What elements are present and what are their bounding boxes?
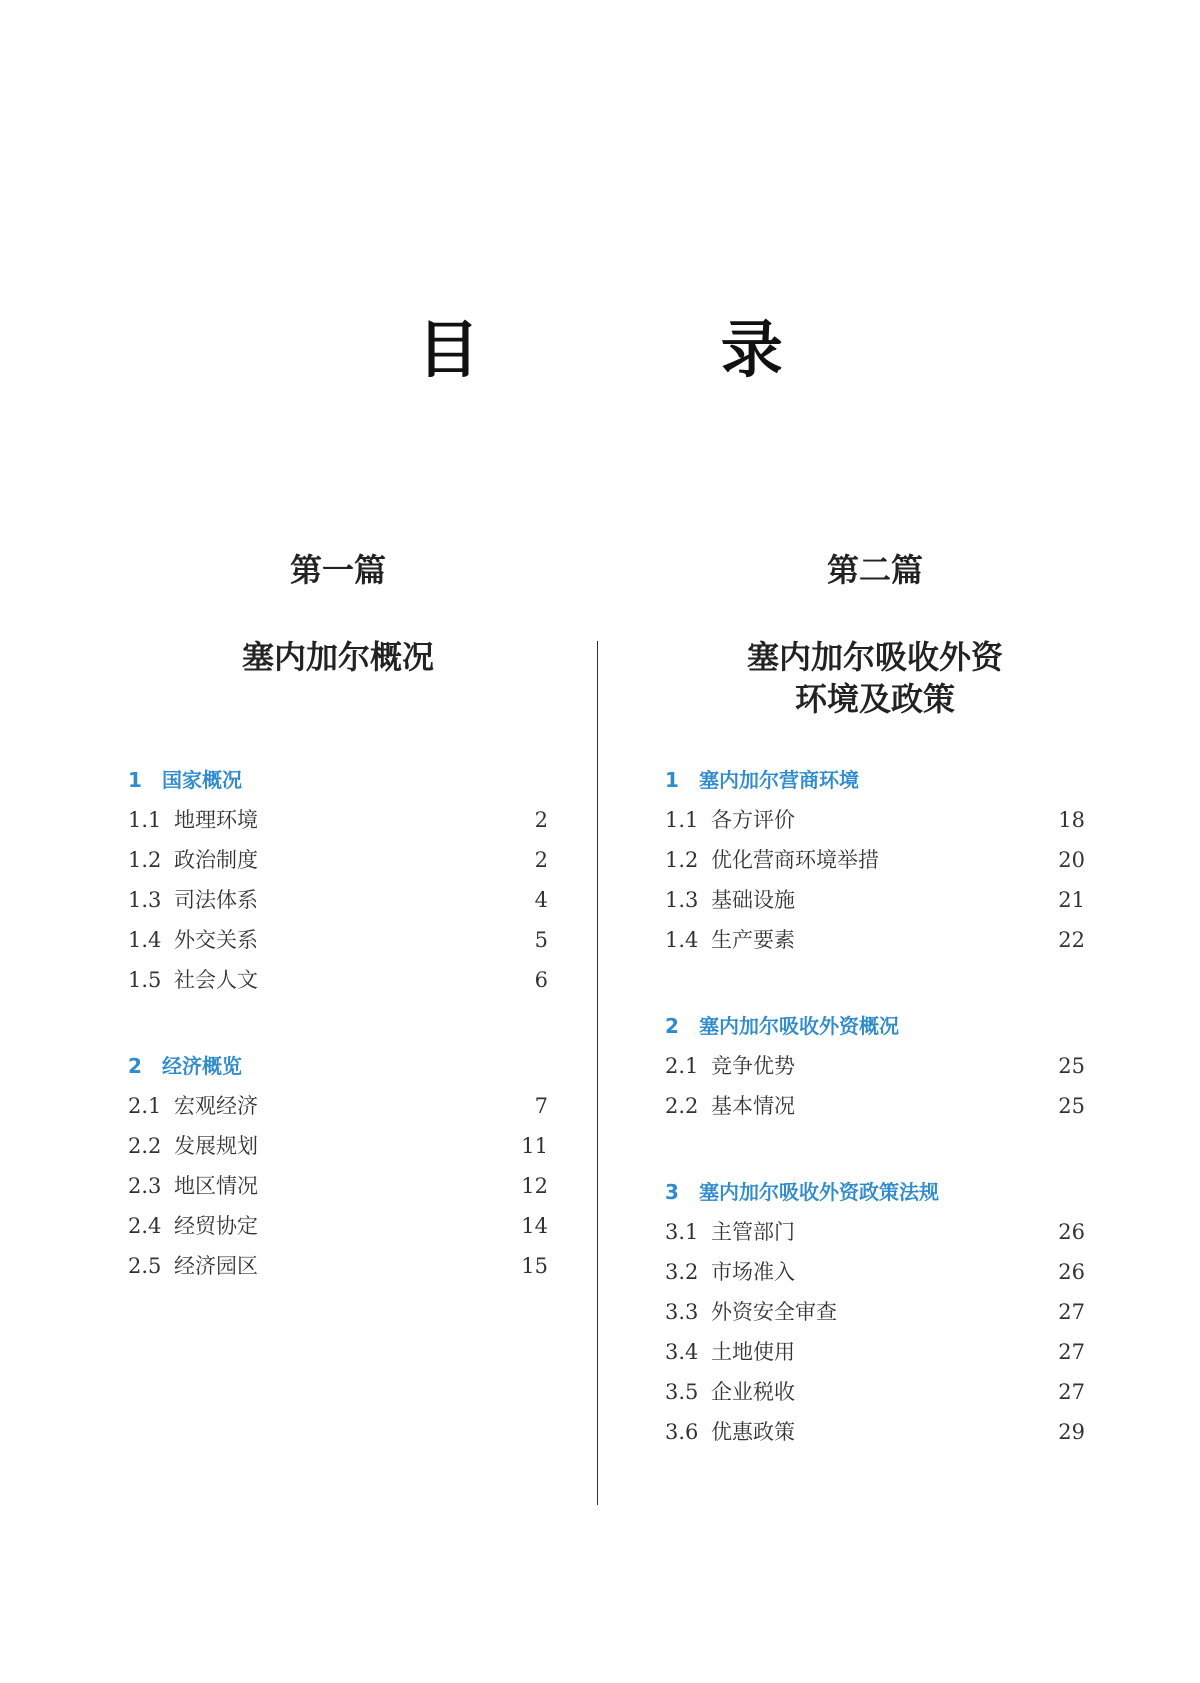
toc-entry[interactable] — [128, 1086, 548, 1126]
section-title: 塞内加尔吸收外资概况 — [699, 1014, 899, 1038]
entry-number: 3.3 — [665, 1300, 699, 1324]
entry-label — [665, 1332, 795, 1372]
toc-entry[interactable] — [665, 1332, 1085, 1372]
entry-number: 3.2 — [665, 1260, 699, 1284]
toc-entry[interactable] — [665, 1046, 1085, 1086]
entry-number: 2.4 — [128, 1214, 162, 1238]
entry-title: 市场准入 — [711, 1260, 795, 1284]
entry-number: 1.1 — [665, 808, 699, 832]
toc-entry[interactable] — [128, 920, 548, 960]
toc-entry[interactable] — [665, 1292, 1085, 1332]
entry-title: 地区情况 — [174, 1174, 258, 1198]
section-number: 2 — [128, 1054, 142, 1078]
entry-title: 优惠政策 — [711, 1420, 795, 1444]
toc-section — [665, 1172, 1085, 1452]
entry-title: 优化营商环境举措 — [711, 848, 879, 872]
part-two-title-line: 环境及政策 — [794, 680, 955, 718]
part-one-title-line: 塞内加尔概况 — [241, 638, 434, 676]
entry-label — [128, 880, 258, 920]
entry-title: 外资安全审查 — [711, 1300, 837, 1324]
part-one-column — [128, 540, 548, 1278]
entry-title: 经济园区 — [174, 1254, 258, 1278]
entry-label — [665, 1292, 837, 1332]
entry-label — [128, 960, 258, 1000]
entry-label — [128, 1166, 258, 1206]
entry-number: 2.2 — [128, 1134, 162, 1158]
entry-label — [128, 1206, 258, 1246]
entry-title: 土地使用 — [711, 1340, 795, 1364]
entry-number: 3.5 — [665, 1380, 699, 1404]
entry-page-number: 18 — [1058, 808, 1085, 832]
entry-number: 1.2 — [665, 848, 699, 872]
part-two-title — [665, 636, 1085, 720]
toc-entry[interactable] — [665, 1372, 1085, 1412]
toc-section — [665, 1006, 1085, 1126]
entry-page-number: 2 — [534, 808, 548, 832]
entry-number: 3.4 — [665, 1340, 699, 1364]
entry-page-number: 5 — [534, 928, 548, 952]
entry-label — [128, 1086, 258, 1126]
entry-page-number: 20 — [1058, 848, 1085, 872]
section-heading[interactable] — [128, 1046, 548, 1086]
entry-number: 2.1 — [128, 1094, 162, 1118]
entry-page-number: 6 — [534, 968, 548, 992]
toc-entry[interactable] — [128, 800, 548, 840]
entry-page-number: 26 — [1058, 1220, 1085, 1244]
entry-number: 3.1 — [665, 1220, 699, 1244]
entry-label — [128, 920, 258, 960]
entry-page-number: 12 — [521, 1174, 548, 1198]
toc-section — [128, 1046, 548, 1286]
part-two-column — [665, 540, 1085, 1444]
toc-entry[interactable] — [665, 840, 1085, 880]
entry-number: 2.1 — [665, 1054, 699, 1078]
toc-entry[interactable] — [665, 1086, 1085, 1126]
entry-page-number: 7 — [534, 1094, 548, 1118]
entry-number: 1.4 — [665, 928, 699, 952]
entry-label — [128, 1246, 258, 1286]
entry-number: 1.2 — [128, 848, 162, 872]
section-heading[interactable] — [665, 1172, 1085, 1212]
entry-label — [665, 1046, 795, 1086]
entry-title: 宏观经济 — [174, 1094, 258, 1118]
toc-entry[interactable] — [128, 1166, 548, 1206]
part-two-sections — [665, 760, 1085, 1498]
entry-title: 基本情况 — [711, 1094, 795, 1118]
toc-entry[interactable] — [665, 1212, 1085, 1252]
entry-label — [128, 840, 258, 880]
section-heading[interactable] — [128, 760, 548, 800]
entry-page-number: 25 — [1058, 1054, 1085, 1078]
toc-entry[interactable] — [128, 840, 548, 880]
part-one-label: 第一篇 — [289, 551, 386, 589]
entry-label — [665, 1372, 795, 1412]
section-number: 3 — [665, 1180, 679, 1204]
entry-title: 外交关系 — [174, 928, 258, 952]
entry-page-number: 29 — [1058, 1420, 1085, 1444]
entry-number: 1.1 — [128, 808, 162, 832]
entry-page-number: 25 — [1058, 1094, 1085, 1118]
entry-title: 经贸协定 — [174, 1214, 258, 1238]
entry-number: 1.5 — [128, 968, 162, 992]
section-heading[interactable] — [665, 760, 1085, 800]
entry-title: 发展规划 — [174, 1134, 258, 1158]
section-title: 经济概览 — [162, 1054, 242, 1078]
toc-entry[interactable] — [128, 1126, 548, 1166]
entry-number: 2.5 — [128, 1254, 162, 1278]
toc-section — [665, 760, 1085, 960]
part-one-title — [128, 636, 548, 678]
entry-page-number: 27 — [1058, 1380, 1085, 1404]
section-number: 1 — [128, 768, 142, 792]
entry-page-number: 4 — [534, 888, 548, 912]
section-title: 国家概况 — [162, 768, 242, 792]
section-number: 1 — [665, 768, 679, 792]
section-number: 2 — [665, 1014, 679, 1038]
entry-title: 各方评价 — [711, 808, 795, 832]
page-title: 目 录 — [417, 313, 893, 386]
entry-title: 主管部门 — [711, 1220, 795, 1244]
entry-title: 地理环境 — [174, 808, 258, 832]
entry-page-number: 27 — [1058, 1340, 1085, 1364]
entry-number: 2.2 — [665, 1094, 699, 1118]
toc-section — [128, 760, 548, 1000]
entry-page-number: 26 — [1058, 1260, 1085, 1284]
entry-label — [665, 880, 795, 920]
toc-entry[interactable] — [128, 1246, 548, 1286]
entry-title: 竞争优势 — [711, 1054, 795, 1078]
entry-title: 政治制度 — [174, 848, 258, 872]
entry-number: 3.6 — [665, 1420, 699, 1444]
entry-label — [665, 1212, 795, 1252]
entry-number: 1.3 — [665, 888, 699, 912]
entry-label — [665, 920, 795, 960]
section-heading[interactable] — [665, 1006, 1085, 1046]
entry-label — [665, 1086, 795, 1126]
entry-page-number: 21 — [1058, 888, 1085, 912]
entry-number: 1.4 — [128, 928, 162, 952]
toc-entry[interactable] — [128, 880, 548, 920]
entry-page-number: 15 — [521, 1254, 548, 1278]
toc-entry[interactable] — [665, 1412, 1085, 1452]
entry-label — [665, 800, 795, 840]
entry-label — [128, 800, 258, 840]
entry-label — [665, 840, 879, 880]
section-title: 塞内加尔营商环境 — [699, 768, 859, 792]
entry-page-number: 14 — [521, 1214, 548, 1238]
entry-page-number: 22 — [1058, 928, 1085, 952]
entry-title: 司法体系 — [174, 888, 258, 912]
toc-entry[interactable] — [128, 960, 548, 1000]
entry-page-number: 2 — [534, 848, 548, 872]
entry-title: 社会人文 — [174, 968, 258, 992]
entry-title: 企业税收 — [711, 1380, 795, 1404]
section-title: 塞内加尔吸收外资政策法规 — [699, 1180, 939, 1204]
entry-page-number: 11 — [521, 1134, 548, 1158]
entry-number: 2.3 — [128, 1174, 162, 1198]
toc-entry[interactable] — [665, 800, 1085, 840]
toc-entry[interactable] — [128, 1206, 548, 1246]
entry-number: 1.3 — [128, 888, 162, 912]
part-one-sections — [128, 760, 548, 1332]
toc-entry[interactable] — [665, 880, 1085, 920]
entry-label — [665, 1412, 795, 1452]
toc-entry[interactable] — [665, 1252, 1085, 1292]
entry-page-number: 27 — [1058, 1300, 1085, 1324]
column-divider — [597, 641, 598, 1505]
entry-title: 生产要素 — [711, 928, 795, 952]
entry-label — [665, 1252, 795, 1292]
part-two-title-line: 塞内加尔吸收外资 — [746, 638, 1003, 676]
entry-label — [128, 1126, 258, 1166]
part-two-label: 第二篇 — [826, 551, 923, 589]
entry-title: 基础设施 — [711, 888, 795, 912]
toc-entry[interactable] — [665, 920, 1085, 960]
